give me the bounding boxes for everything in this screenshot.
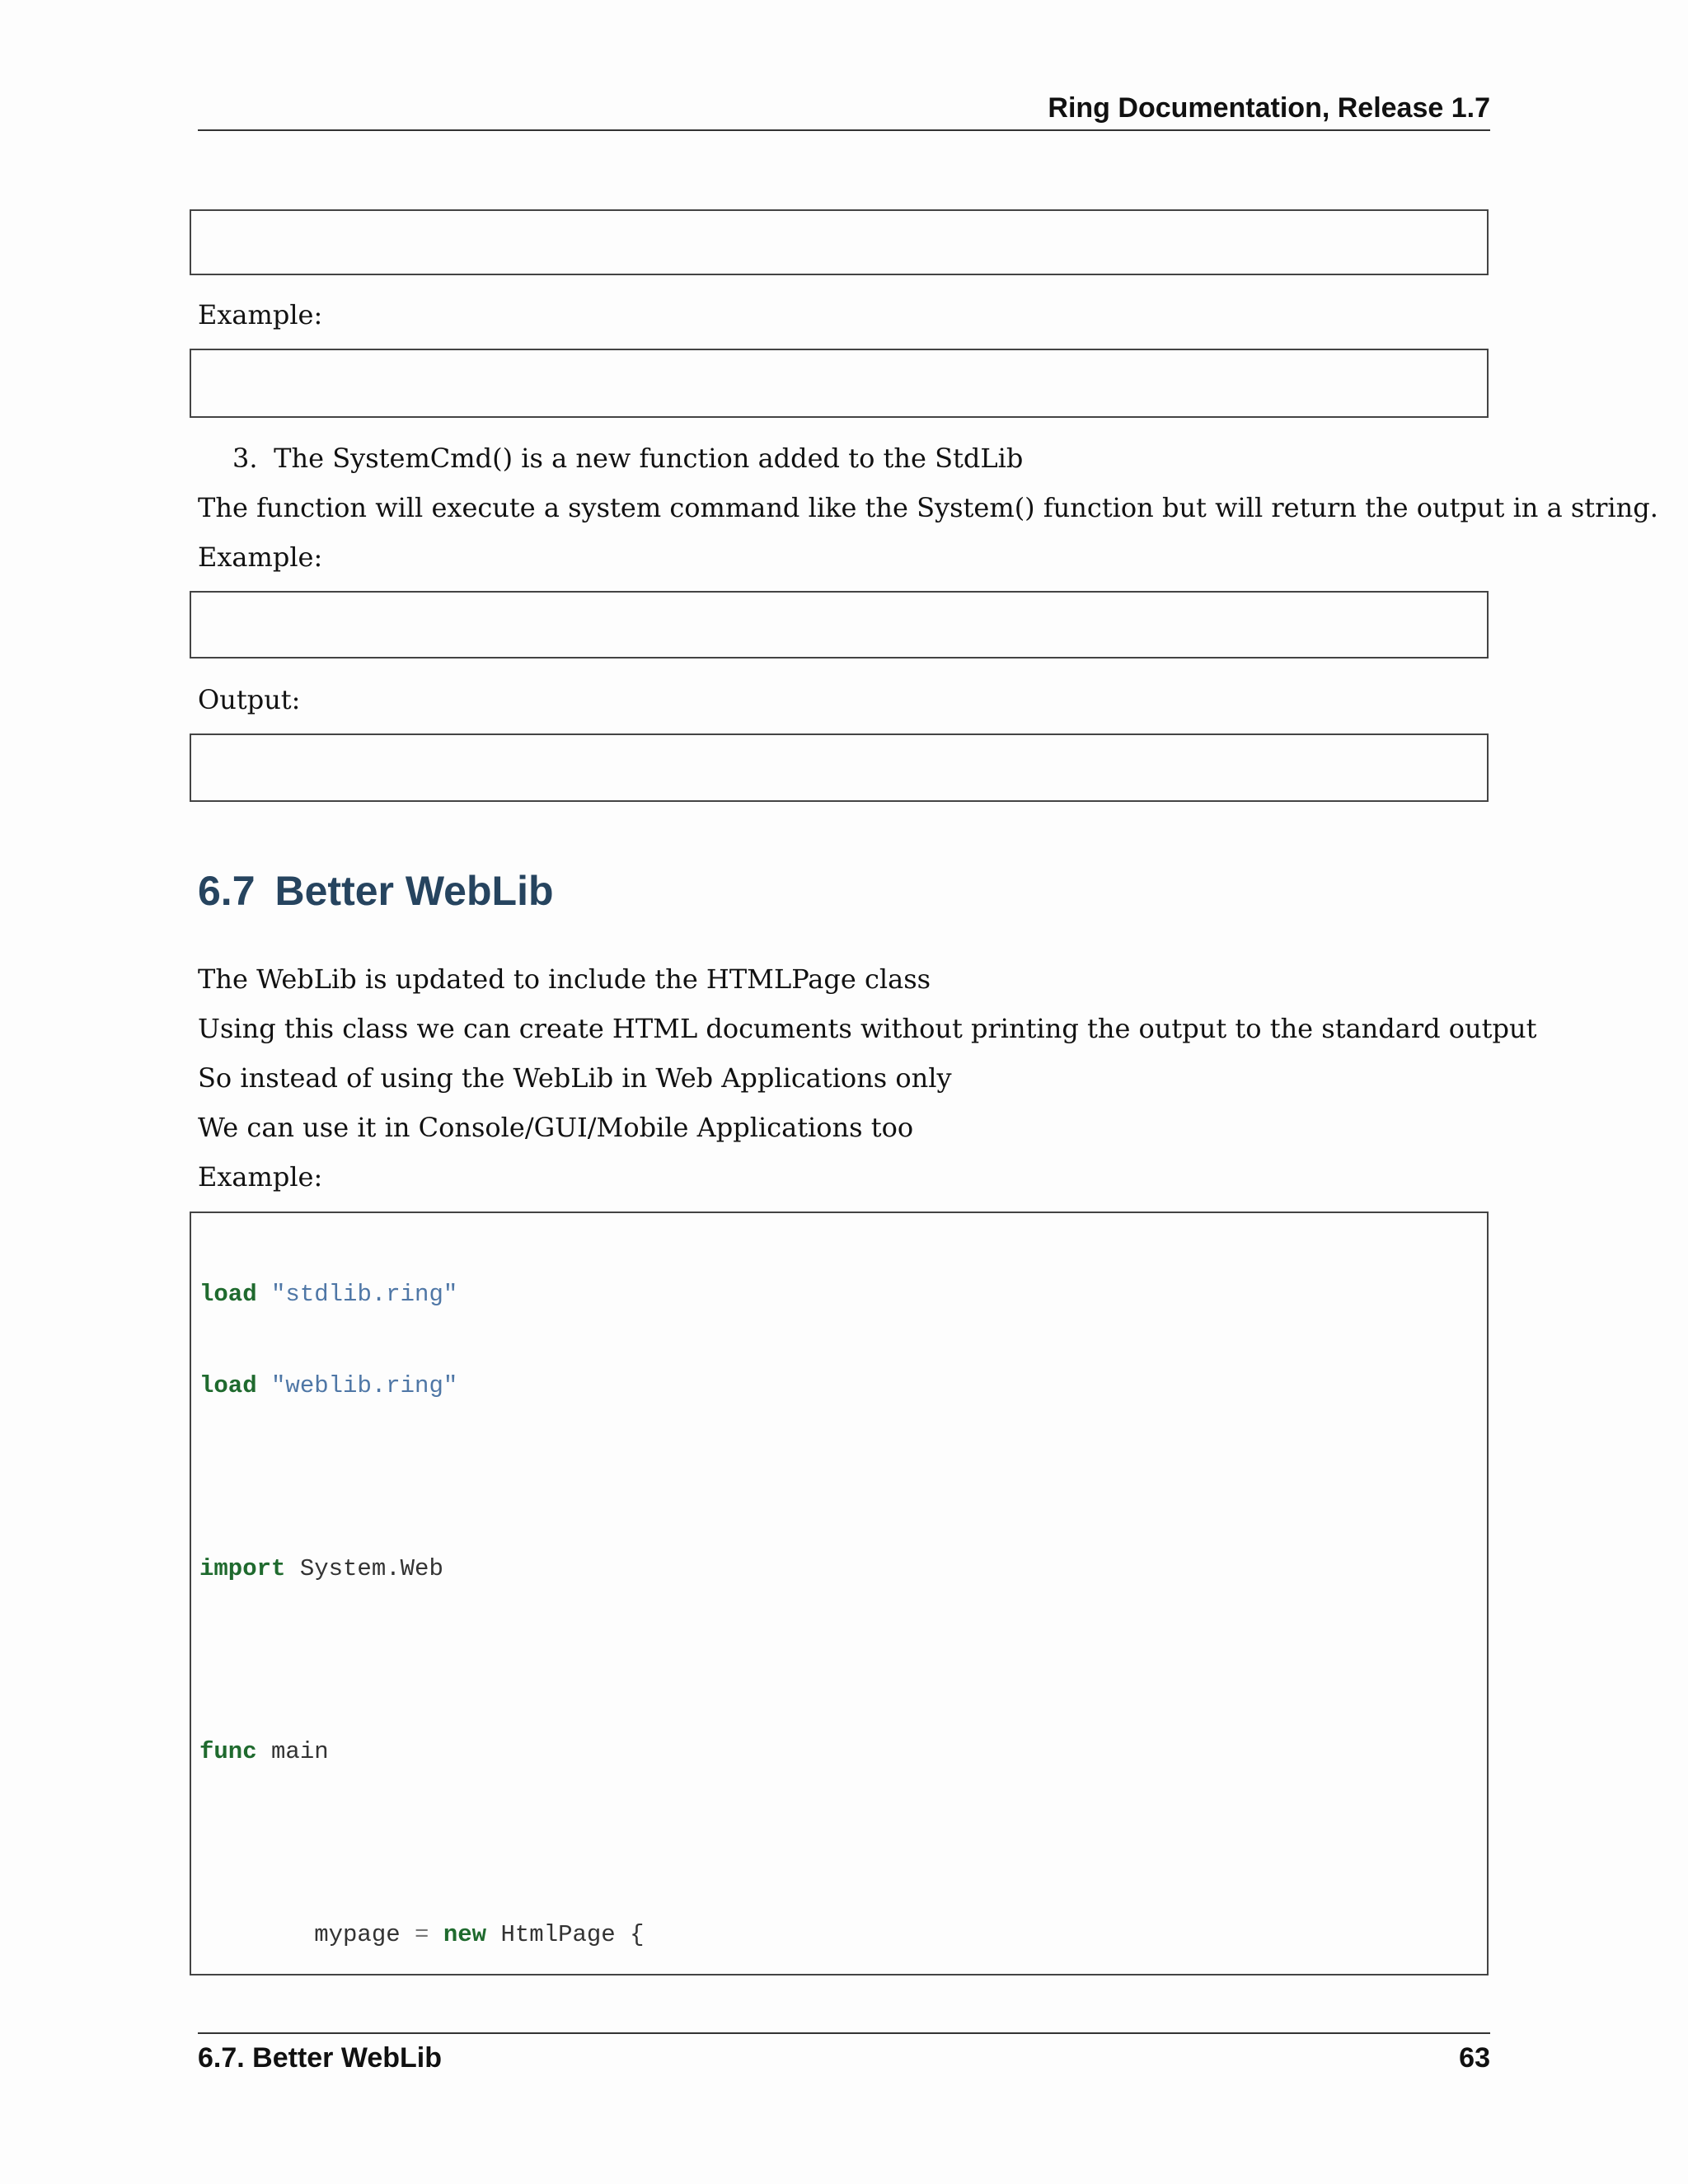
code-line xyxy=(199,416,1479,418)
code-line-blank xyxy=(199,1645,1479,1675)
weblib-paragraph: We can use it in Console/GUI/Mobile Applications too xyxy=(198,1112,914,1143)
list-item-systemcmd xyxy=(232,442,1023,475)
code-line: func main xyxy=(199,1738,329,1765)
header-rule xyxy=(198,129,1490,131)
code-line: load "weblib.ring" xyxy=(199,1372,458,1399)
example-label: Example: xyxy=(198,299,323,330)
output-label: Output: xyxy=(198,684,301,715)
code-block-systemcmd xyxy=(190,591,1489,658)
weblib-paragraph: So instead of using the WebLib in Web Applications only xyxy=(198,1062,952,1094)
weblib-paragraph: The WebLib is updated to include the HTMLPage class xyxy=(198,963,931,995)
list-number: 3. xyxy=(232,443,258,474)
example-label: Example: xyxy=(198,1161,323,1193)
weblib-paragraph: Using this class we can create HTML documents without printing the output to the standard output xyxy=(198,1013,1537,1044)
code-line-blank xyxy=(199,1828,1479,1858)
code-block-listallfiles xyxy=(190,349,1489,418)
page-number: 63 xyxy=(1459,2042,1490,2074)
section-heading xyxy=(198,867,554,915)
code-line: mypage = new HtmlPage { xyxy=(199,1921,645,1948)
footer-rule xyxy=(198,2032,1490,2034)
code-line-blank xyxy=(199,1462,1479,1493)
code-block-htmlpage xyxy=(190,1212,1489,1975)
code-line: import System.Web xyxy=(199,1555,443,1582)
code-block-sort xyxy=(190,209,1489,275)
section-title: Better WebLib xyxy=(274,868,554,914)
list-text: The SystemCmd() is a new function added to the StdLib xyxy=(274,443,1024,474)
example-label: Example: xyxy=(198,541,323,573)
document-page xyxy=(198,0,1658,2184)
code-line: load "stdlib.ring" xyxy=(199,1281,458,1308)
output-block xyxy=(190,733,1489,802)
running-header: Ring Documentation, Release 1.7 xyxy=(1048,92,1490,124)
code-line xyxy=(199,801,1479,802)
systemcmd-description: The function will execute a system command like the System() function but will return the output in a string. xyxy=(198,492,1658,523)
section-number: 6.7 xyxy=(198,868,256,914)
footer-section: 6.7. Better WebLib xyxy=(198,2042,442,2074)
